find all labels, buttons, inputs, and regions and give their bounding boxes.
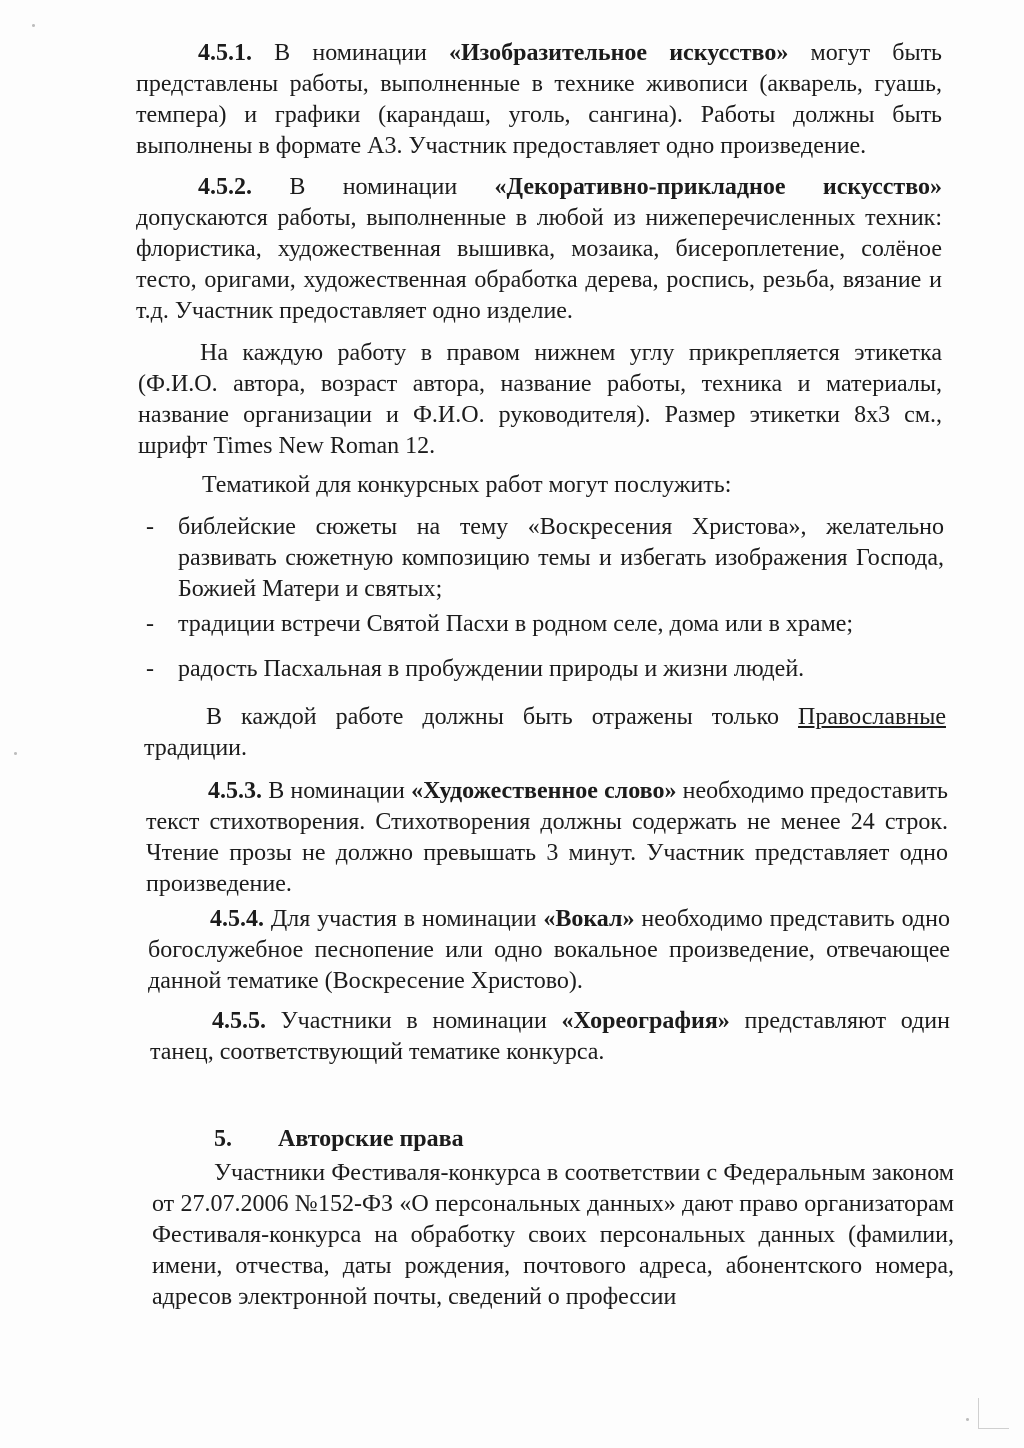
paragraph-4-5-4 [148,904,950,997]
nomination-name: «Изобразительное искусство» [448,40,789,66]
nomination-name: «Художественное слово» [411,778,677,804]
themes-list [146,512,944,685]
section-title: Авторские права [278,1126,464,1152]
list-item-text: библейские сюжеты на тему «Воскресения Христова», желательно развивать сюжетную композицию темы и избегать изображения Господа, Божией Матери и святых; [178,514,944,602]
nomination-name: «Декоративно-прикладное искусство» [494,174,942,200]
clause-number: 4.5.1. [198,40,252,66]
nomination-name: «Вокал» [543,906,635,932]
clause-text-pre: В номинации [252,174,495,200]
clause-text-post: допускаются работы, выполненные в любой из нижеперечисленных техник: флористика, художественная вышивка, мозаика, бисероплетение, солёное тесто, оригами, художественная обработка дерева, роспись, резьба, вязание и т.д. Участник предоставляет одно изделие. [136,205,942,324]
paragraph-4-5-2 [136,172,942,327]
section-heading [214,1124,464,1155]
clause-text-pre: В номинации [252,40,449,66]
clause-text-post: необходимо предоставить текст стихотворения. Стихотворения должны содержать не менее 24 строк. Чтение прозы не должно превышать 3 минут. Участник представляет одно произведение. [146,778,948,897]
list-item [146,609,944,640]
scan-speck [14,752,17,755]
clause-text-post: могут быть представлены работы, выполненные в технике живописи (акварель, гуашь, темпера) и графики (карандаш, уголь, сангина). Работы должны быть выполнены в формате А3. Участник предоставляет одно произведение. [136,40,942,159]
orthodox-underlined: Православные [798,704,946,730]
list-item-text: радость Пасхальная в пробуждении природы и жизни людей. [178,656,805,682]
clause-number: 4.5.4. [210,906,264,932]
orthodox-traditions-paragraph [144,702,946,764]
paragraph-4-5-3 [146,776,948,900]
paragraph-4-5-5 [150,1006,950,1068]
orthodox-text-post: традиции. [144,735,248,761]
list-dash: - [146,611,154,637]
copyright-text: Участники Фестиваля-конкурса в соответствии с Федеральным законом от 27.07.2006 №152-ФЗ «О персональных данных» дают право организаторам Фестиваля-конкурса на обработку своих персональных данных (фамилии, имени, отчества, даты рождения, почтового адреса, абонентского номера, адресов электронной почты, сведений о профессии [152,1160,954,1310]
list-item-text: традиции встречи Святой Пасхи в родном селе, дома или в храме; [178,611,854,637]
themes-intro-text: Тематикой для конкурсных работ могут послужить: [202,472,732,498]
label-requirements-paragraph [138,338,942,462]
clause-text-pre: В номинации [262,778,412,804]
list-item [146,654,944,685]
copyright-paragraph [152,1158,954,1313]
scan-speck [966,1418,969,1421]
scan-corner-mark [978,1398,1009,1429]
orthodox-text-pre: В каждой работе должны быть отражены только [206,704,799,730]
clause-number: 4.5.2. [198,174,252,200]
nomination-name: «Хореография» [561,1008,730,1034]
section-number: 5. [214,1126,232,1152]
clause-text-pre: Для участия в номинации [264,906,544,932]
themes-intro [140,470,940,501]
list-dash: - [146,514,154,540]
list-dash: - [146,656,154,682]
scan-speck [32,24,35,27]
clause-number: 4.5.3. [208,778,262,804]
clause-text-post: необходимо представить одно богослужебное песнопение или одно вокальное произведение, отвечающее данной тематике (Воскресение Христово). [148,906,950,994]
paragraph-4-5-1 [136,38,942,162]
list-item [146,512,944,605]
clause-text-pre: Участники в номинации [266,1008,562,1034]
clause-text-post: представляют один танец, соответствующий тематике конкурса. [150,1008,950,1065]
clause-number: 4.5.5. [212,1008,266,1034]
label-requirements-text: На каждую работу в правом нижнем углу прикрепляется этикетка (Ф.И.О. автора, возраст автора, название работы, техника и материалы, название организации и Ф.И.О. руководителя). Размер этикетки 8х3 см., шрифт Times New Roman 12. [138,340,942,459]
